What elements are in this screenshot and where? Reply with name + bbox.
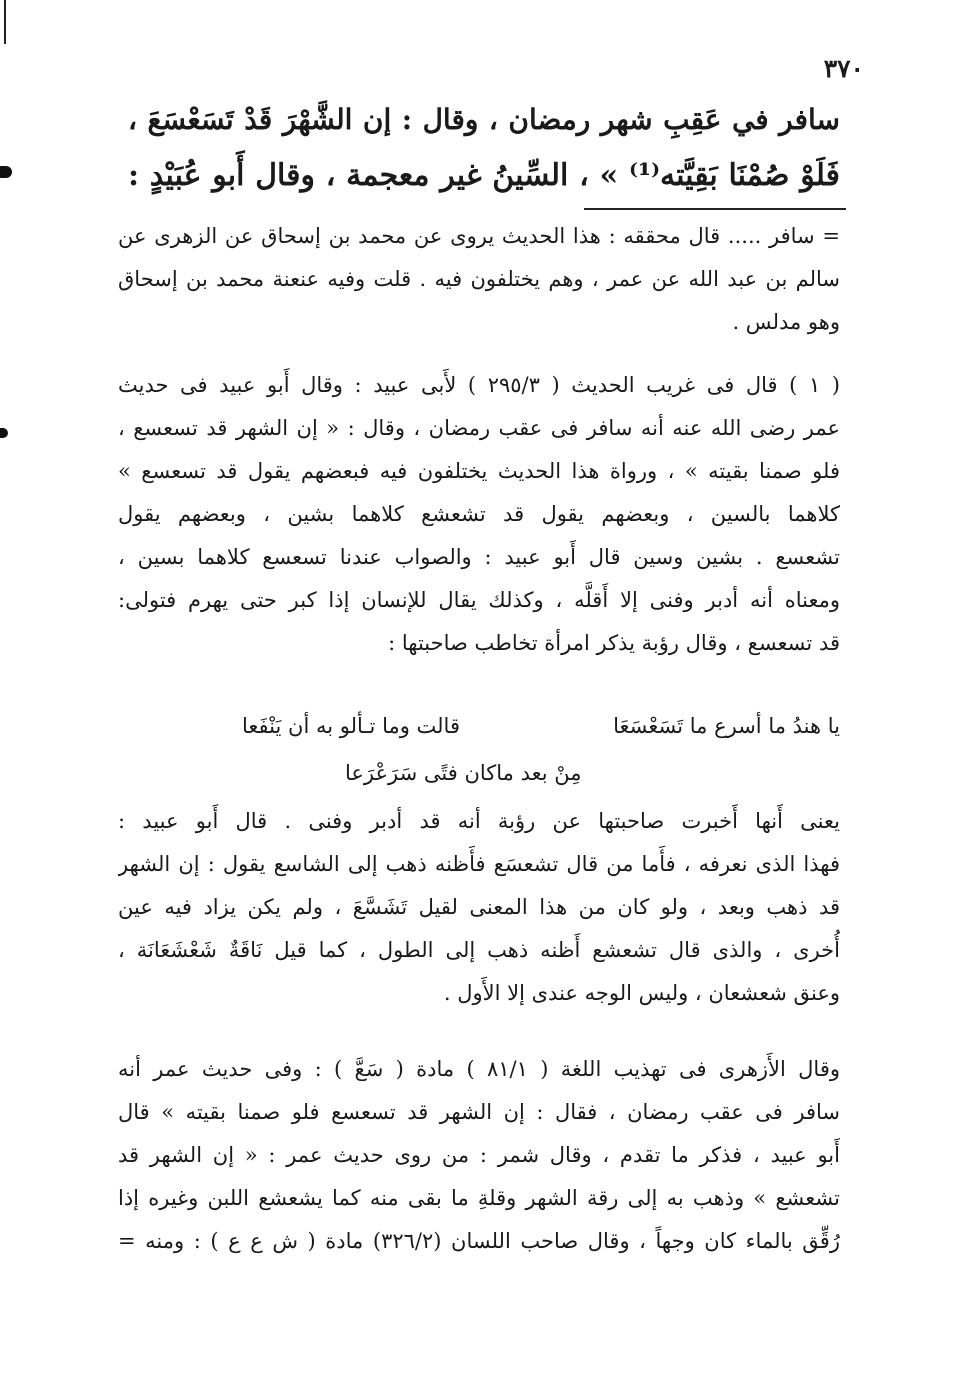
footnote-line: تشعشع » وذهب به إلى رقة الشهر وقلةِ ما بقى منه كما يشعشع اللبن وغيره إذا (118, 1186, 840, 1210)
footnote-line: فلو صمنا بقيته » ، ورواة هذا الحديث يختلفون فيه فبعضهم يقول قد تسعسع » (118, 459, 840, 483)
footnote-line: رُقِّق بالماء كان وجهاً ، وقال صاحب اللسان (٣٢٦/٢) مادة ( ش ع ع ) : ومنه = (118, 1229, 840, 1253)
footnote-line: = سافر ..... قال محققه : هذا الحديث يروى عن محمد بن إسحاق عن الزهرى عن (118, 224, 840, 248)
footnote-line: قد تسعسع ، وقال رؤبة يذكر امرأة تخاطب صاحبتها : (388, 631, 840, 655)
footnote-line: وعنق شعشعان ، وليس الوجه عندى إلا الأَول . (443, 981, 840, 1005)
margin-mark (0, 428, 8, 438)
footnote-line: وهو مدلس . (732, 310, 840, 334)
page-edge-line (4, 0, 6, 44)
footnote-line: تشعسع . بشين وسين قال أَبو عبيد : والصواب عندنا تسعسع كلاهما بسين ، (118, 545, 840, 569)
footnote-line: سافر فى عقب رمضان ، فقال : إن الشهر قد تسعسع فلو صمنا بقيته » قال (118, 1100, 840, 1124)
footnote-1 (118, 364, 840, 665)
footnote-line: وقال الأَزهرى فى تهذيب اللغة ( ٨١/١ ) مادة ( سَعَّ ) : وفى حديث عمر أنه (118, 1057, 840, 1081)
footnote-line: ( ١ ) قال فى غريب الحديث ( ٢٩٥/٣ ) لأَبى عبيد : وقال أَبو عبيد فى حديث (118, 373, 840, 397)
verse-hemistich-second: قالت وما تـألو به أن يَنْفَعا (242, 714, 460, 738)
verse-line-2: مِنْ بعد ماكان فتًى سَرَعْرَعا (345, 761, 582, 785)
footnote-line: أَبو عبيد ، فذكر ما تقدم ، وقال شمر : من روى حديث عمر : « إن الشهر قد (118, 1143, 840, 1167)
main-text (128, 92, 840, 204)
footnote-line: ومعناه أنه أدبر وفنى إلا أَقلَّه ، وكذلك يقال للإنسان إذا كبر حتى يهرم فتولى: (118, 588, 840, 612)
verse-hemistich-first: يا هندُ ما أسرع ما تَسَعْسَعَا (613, 714, 840, 738)
main-text-line: سافر في عَقِبِ شهر رمضان ، وقال : إن الشَّهْرَ قَدْ تَسَعْسَعَ ، (128, 103, 840, 136)
footnote-line: عمر رضى الله عنه أنه سافر فى عقب رمضان ، وقال : « إن الشهر قد تسعسع ، (118, 416, 840, 440)
footnote-line: قد ذهب وبعد ، ولو كان من هذا المعنى لقيل تَشَسَّعَ ، ولم يكن يزاد فيه عين (118, 895, 840, 919)
footnote-continuation (118, 215, 840, 344)
footnote-line: كلاهما بالسين ، وبعضهم يقول قد تشعشع كلاهما بشين ، وبعضهم يقول (118, 502, 840, 526)
footnote-line: فهذا الذى نعرفه ، فأَما من قال تشعسَع فأَظنه ذهب إلى الشاسع يقول : إن الشهر (118, 852, 840, 876)
footnote-line: أُخرى ، والذى قال تشعشع أَظنه ذهب إلى الطول ، كما قيل نَاقَةٌ شَعْشَعَانَة ، (118, 938, 840, 962)
footnote-divider (584, 208, 846, 210)
main-text-line: فَلَوْ صُمْنَا بَقِيَّته⁽¹⁾ » ، السِّينُ غير معجمة ، وقال أَبو عُبَيْدٍ : (128, 158, 840, 193)
footnote-2 (118, 1048, 840, 1263)
margin-mark (0, 166, 12, 178)
page-number: ٣٧٠ (823, 54, 864, 83)
footnote-line: سالم بن عبد الله عن عمر ، وهم يختلفون فيه . قلت وفيه عنعنة محمد بن إسحاق (118, 267, 840, 291)
footnote-line: يعنى أَنها أَخبرت صاحبتها عن رؤبة أنه قد أدبر وفنى . قال أَبو عبيد : (118, 809, 840, 833)
footnote-1-continued (118, 800, 840, 1015)
